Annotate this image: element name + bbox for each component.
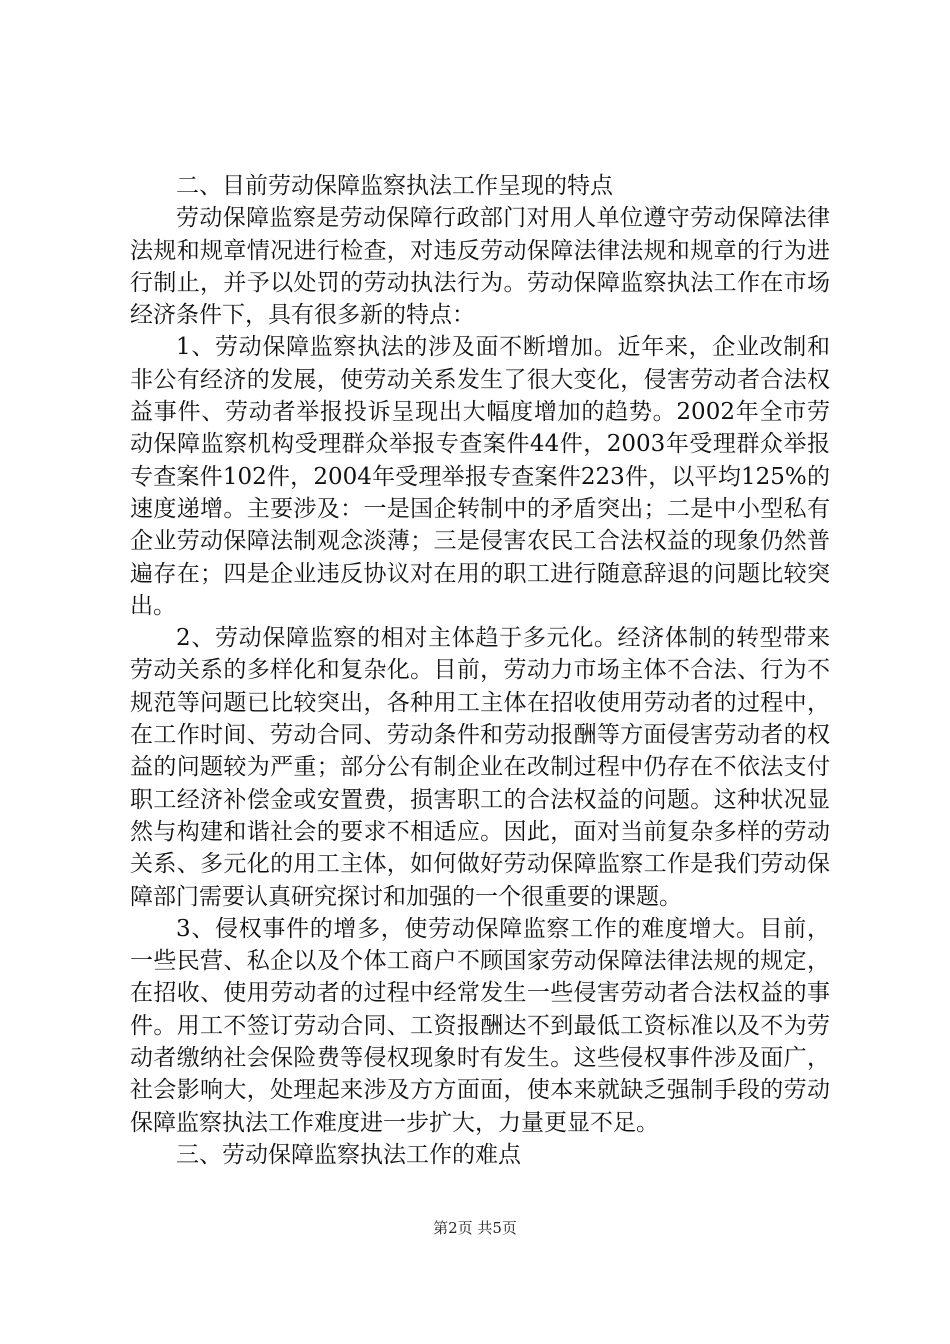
section-heading: 二、目前劳动保障监察执法工作呈现的特点 xyxy=(176,173,613,199)
paragraph: 劳动保障监察是劳动保障行政部门对用人单位遵守劳动保障法律法规和规章情况进行检查，对违反劳动保障法律法规和规章的行为进行制止，并予以处罚的劳动执法行为。劳动保障监察执法工作在市场经济条件下，具有很多新的特点： xyxy=(130,205,830,329)
paragraph: 1、劳动保障监察执法的涉及面不断增加。近年来，企业改制和非公有经济的发展，使劳动关系发生了很大变化，侵害劳动者合法权益事件、劳动者举报投诉呈现出大幅度增加的趋势。2002年全市劳动保障监察机构受理群众举报专查案件44件，2003年受理群众举报专查案件102件，2004年受理举报专查案件223件，以平均125%的速度递增。主要涉及：一是国企转制中的矛盾突出；二是中小型私有企业劳动保障法制观念淡薄；三是侵害农民工合法权益的现象仍然普遍存在；四是企业违反协议对在用的职工进行随意辞退的问题比较突出。 xyxy=(130,334,830,619)
paragraph: 2、劳动保障监察的相对主体趋于多元化。经济体制的转型带来劳动关系的多样化和复杂化。目前，劳动力市场主体不合法、行为不规范等问题已比较突出，各种用工主体在招收使用劳动者的过程中，在工作时间、劳动合同、劳动条件和劳动报酬等方面侵害劳动者的权益的问题较为严重；部分公有制企业在改制过程中仍存在不依法支付职工经济补偿金或安置费，损害职工的合法权益的问题。这种状况显然与构建和谐社会的要求不相适应。因此，面对当前复杂多样的劳动关系、多元化的用工主体，如何做好劳动保障监察工作是我们劳动保障部门需要认真研究探讨和加强的一个很重要的课题。 xyxy=(130,625,830,910)
document-body xyxy=(130,170,830,1171)
page-number-footer: 第2页 共5页 xyxy=(433,1219,517,1237)
paragraph: 3、侵权事件的增多，使劳动保障监察工作的难度增大。目前，一些民营、私企以及个体工商户不顾国家劳动保障法律法规的规定，在招收、使用劳动者的过程中经常发生一些侵害劳动者合法权益的事件。用工不签订劳动合同、工资报酬达不到最低工资标准以及不为劳动者缴纳社会保险费等侵权现象时有发生。这些侵权事件涉及面广，社会影响大，处理起来涉及方方面面，使本来就缺乏强制手段的劳动保障监察执法工作难度进一步扩大，力量更显不足。 xyxy=(130,915,830,1136)
section-heading: 三、劳动保障监察执法工作的难点 xyxy=(176,1141,521,1168)
